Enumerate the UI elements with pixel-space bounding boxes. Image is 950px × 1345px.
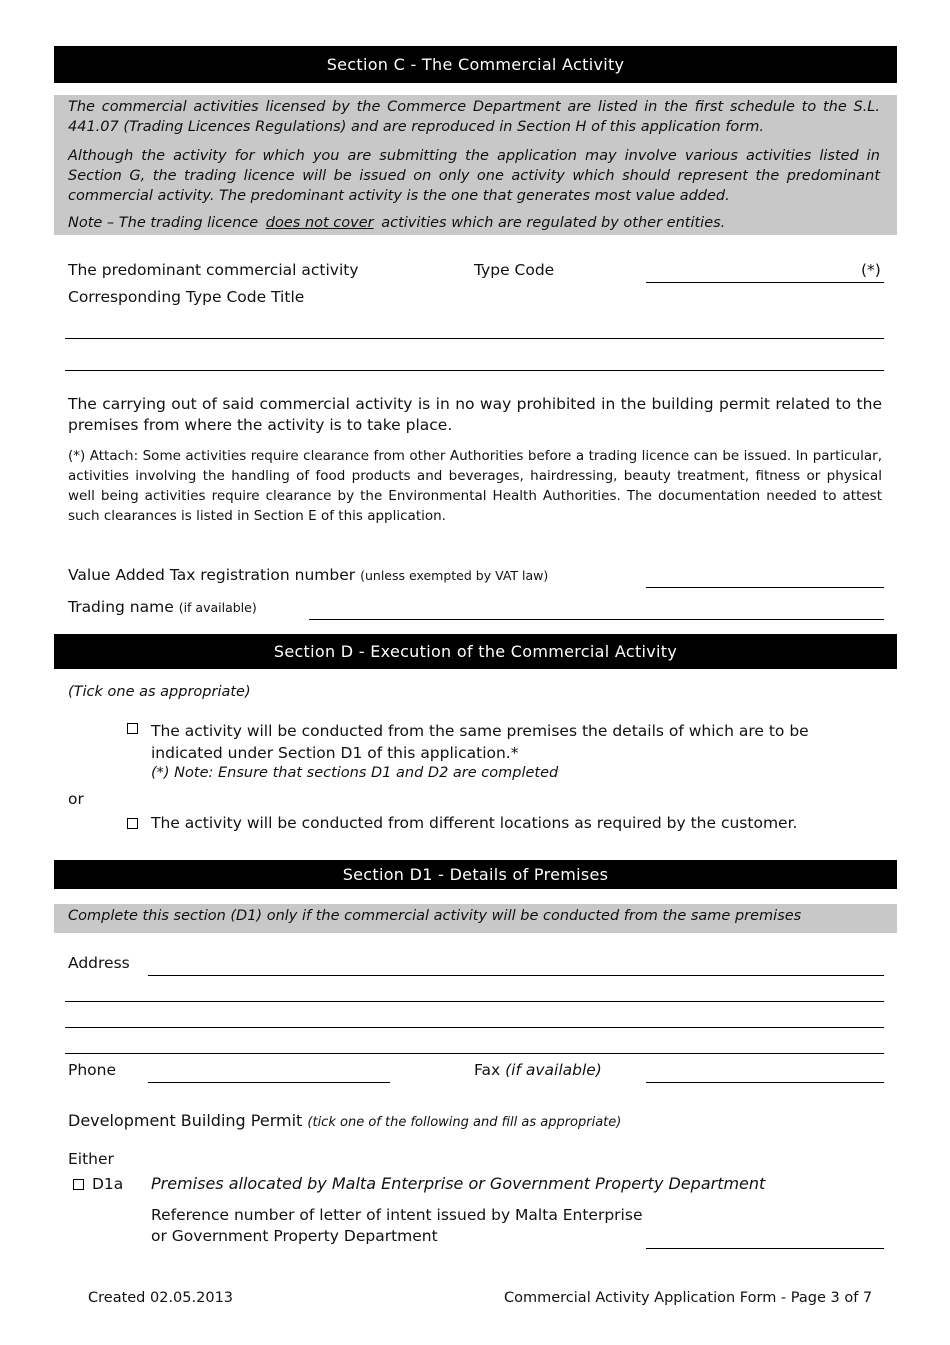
section-d1-header [54, 860, 897, 889]
tick-instruction: (Tick one as appropriate) [68, 684, 251, 700]
address-field-line-3[interactable] [65, 1027, 884, 1028]
address-label: Address [68, 954, 130, 972]
option-same-premises-checkbox[interactable] [127, 723, 138, 734]
either-label: Either [68, 1150, 114, 1168]
type-code-title-label: Corresponding Type Code Title [68, 288, 305, 306]
d1a-code: D1a [92, 1175, 124, 1193]
note-suffix: activities which are regulated by other entities. [381, 215, 726, 231]
footer-page-info: Commercial Activity Application Form - Page 3 of 7 [504, 1290, 873, 1306]
option-same-premises-text: The activity will be conducted from the same premises the details of which are to be indicated under Section D1 of this application.* [151, 722, 809, 762]
address-field-line-4[interactable] [65, 1053, 884, 1054]
section-c-note [68, 213, 880, 233]
phone-field[interactable] [148, 1082, 390, 1083]
section-d1-info-box [54, 904, 897, 933]
trading-name-label: Trading name [68, 598, 174, 616]
phone-label: Phone [68, 1061, 117, 1079]
address-field-line-2[interactable] [65, 1001, 884, 1002]
d1a-checkbox[interactable] [73, 1179, 84, 1190]
option-different-locations-text: The activity will be conducted from different locations as required by the customer. [151, 814, 798, 832]
option-same-premises-note: (*) Note: Ensure that sections D1 and D2 are completed [151, 765, 559, 781]
footer-created-date: Created 02.05.2013 [88, 1290, 234, 1306]
type-code-asterisk: (*) [861, 261, 881, 279]
note-underlined: does not cover [265, 215, 374, 231]
or-label: or [68, 790, 84, 808]
building-permit-statement: The carrying out of said commercial activity is in no way prohibited in the building permit related to the premises from where the activity is to take place. [68, 395, 882, 434]
d1a-reference-field[interactable] [646, 1248, 884, 1249]
section-c-info-box [54, 95, 897, 235]
d1a-title: Premises allocated by Malta Enterprise or Government Property Department [151, 1174, 766, 1193]
fax-label: Fax [474, 1061, 501, 1079]
fax-note: (if available) [505, 1061, 602, 1079]
section-d-header [54, 634, 897, 669]
section-c-title: Section C - The Commercial Activity [326, 55, 625, 74]
address-field-line-1[interactable] [148, 975, 884, 976]
d1a-reference-line-2: or Government Property Department [151, 1227, 438, 1245]
section-c-header [54, 46, 897, 83]
note-prefix: Note – The trading licence [68, 215, 259, 231]
section-d1-instruction: Complete this section (D1) only if the commercial activity will be conducted from the same premises [68, 908, 802, 924]
vat-label-row [68, 566, 548, 584]
permit-note: (tick one of the following and fill as appropriate) [307, 1115, 622, 1130]
permit-label-row [68, 1111, 621, 1130]
permit-label: Development Building Permit [68, 1111, 303, 1130]
d1a-reference-line-1: Reference number of letter of intent issued by Malta Enterprise [151, 1206, 643, 1224]
vat-note: (unless exempted by VAT law) [360, 568, 549, 583]
trading-name-note: (if available) [178, 600, 257, 615]
predominant-activity-label: The predominant commercial activity [68, 261, 359, 279]
vat-number-field[interactable] [646, 587, 884, 588]
section-d-title: Section D - Execution of the Commercial Activity [273, 642, 678, 661]
type-code-label: Type Code [474, 261, 555, 279]
trading-name-field[interactable] [309, 619, 884, 620]
attach-note: (*) Attach: Some activities require clearance from other Authorities before a trading licence can be issued. In particular, activities involving the handling of food products and beverages, hairdressing, beauty treatment, fitness or physical well being activities require clearance by the Environmental Health Authorities. The documentation needed to attest such clearances is listed in Section E of this application. [68, 448, 882, 524]
section-c-info-p1: The commercial activities licensed by the Commerce Department are listed in the first schedule to the S.L. 441.07 (Trading Licences Regulations) and are reproduced in Section H of this application form. [68, 99, 880, 135]
type-code-title-field-line-1[interactable] [65, 338, 884, 339]
section-c-info-p2: Although the activity for which you are submitting the application may involve various activities listed in Section G, the trading licence will be issued on only one activity which should represent the predominant commercial activity. The predominant activity is the one that generates most value added. [68, 148, 880, 204]
trading-name-row [68, 598, 257, 616]
vat-label: Value Added Tax registration number [68, 566, 356, 584]
section-d1-title: Section D1 - Details of Premises [342, 865, 609, 884]
type-code-field[interactable] [646, 282, 884, 283]
type-code-title-field-line-2[interactable] [65, 370, 884, 371]
option-different-locations-checkbox[interactable] [127, 818, 138, 829]
fax-label-row [474, 1061, 602, 1079]
fax-field[interactable] [646, 1082, 884, 1083]
